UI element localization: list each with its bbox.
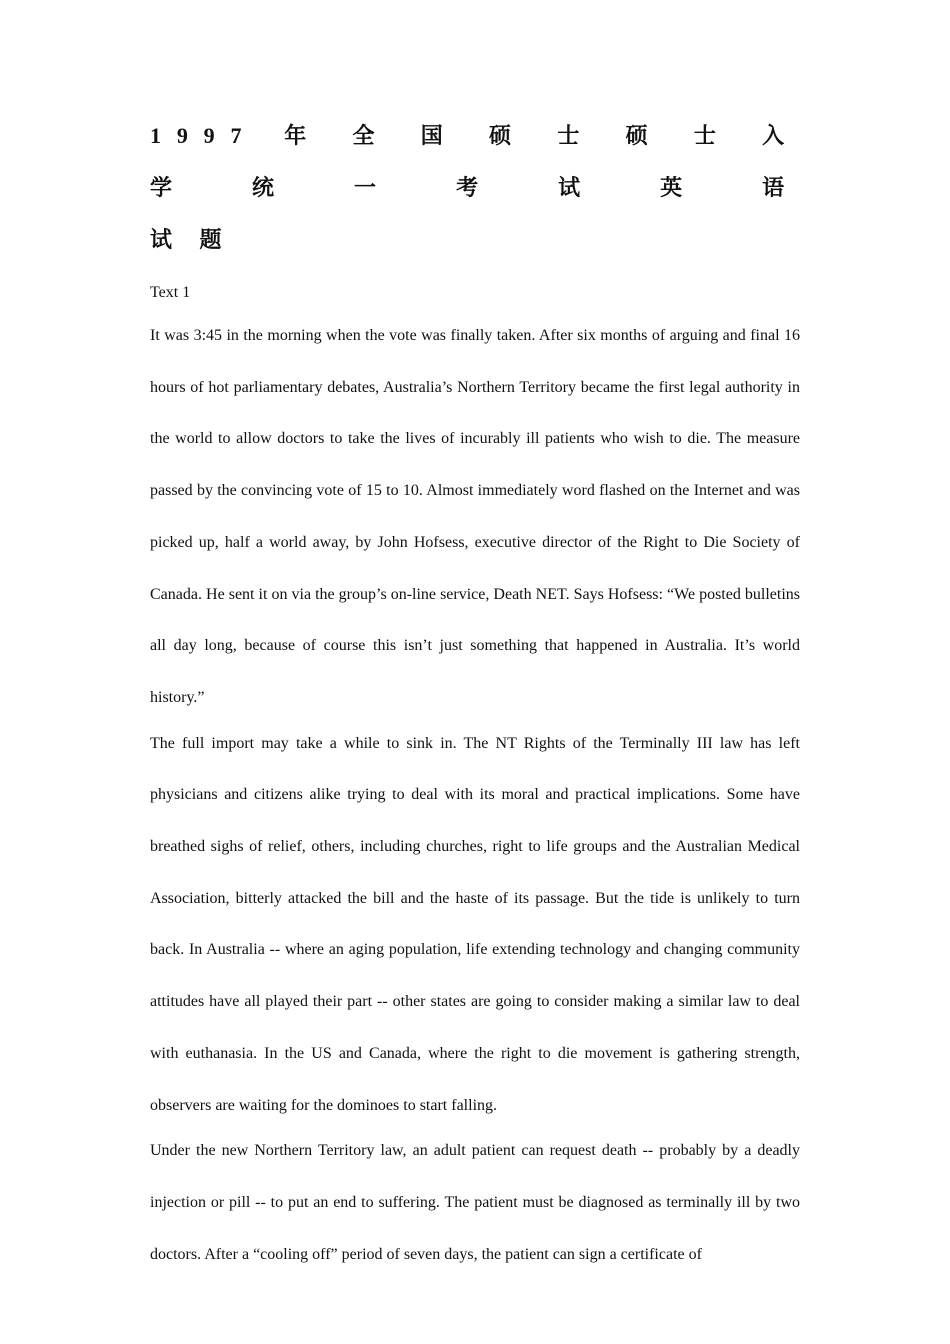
document-title-line-1: 1997 年 全 国 硕 士 硕 士 入 学 统 一 考 试 英 语 xyxy=(150,123,800,200)
document-title-line-2: 试 题 xyxy=(150,227,233,252)
section-label: Text 1 xyxy=(150,284,191,301)
paragraph-1: It was 3:45 in the morning when the vote was finally taken. After six months of arguing and final 16 hours of hot parliamentary debates, Australia’s Northern Territory became the first legal authority in the world to allow doctors to take the lives of incurably ill patients who wish to die. The measure passed by the convincing vote of 15 to 10. Almost immediately word flashed on the Internet and was picked up, half a world away, by John Hofsess, executive director of the Right to Die Society of Canada. He sent it on via the group’s on-line service, Death NET. Says Hofsess: “We posted bulletins all day long, because of course this isn’t just something that happened in Australia. It’s world history.” xyxy=(150,327,800,706)
paragraph-2: The full import may take a while to sink in. The NT Rights of the Terminally III law has left physicians and citizens alike trying to deal with its moral and practical implications. Some have breathed sighs of relief, others, including churches, right to life groups and the Australian Medical Association, bitterly attacked the bill and the haste of its passage. But the tide is unlikely to turn back. In Australia -- where an aging population, life extending technology and changing community attitudes have all played their part -- other states are going to consider making a similar law to deal with euthanasia. In the US and Canada, where the right to die movement is gathering strength, observers are waiting for the dominoes to start falling. xyxy=(150,734,800,1114)
document-page xyxy=(150,110,800,1280)
paragraph-3: Under the new Northern Territory law, an adult patient can request death -- probably by a deadly injection or pill -- to put an end to suffering. The patient must be diagnosed as terminally ill by two doctors. After a “cooling off” period of seven days, the patient can sign a certificate of xyxy=(150,1142,800,1263)
